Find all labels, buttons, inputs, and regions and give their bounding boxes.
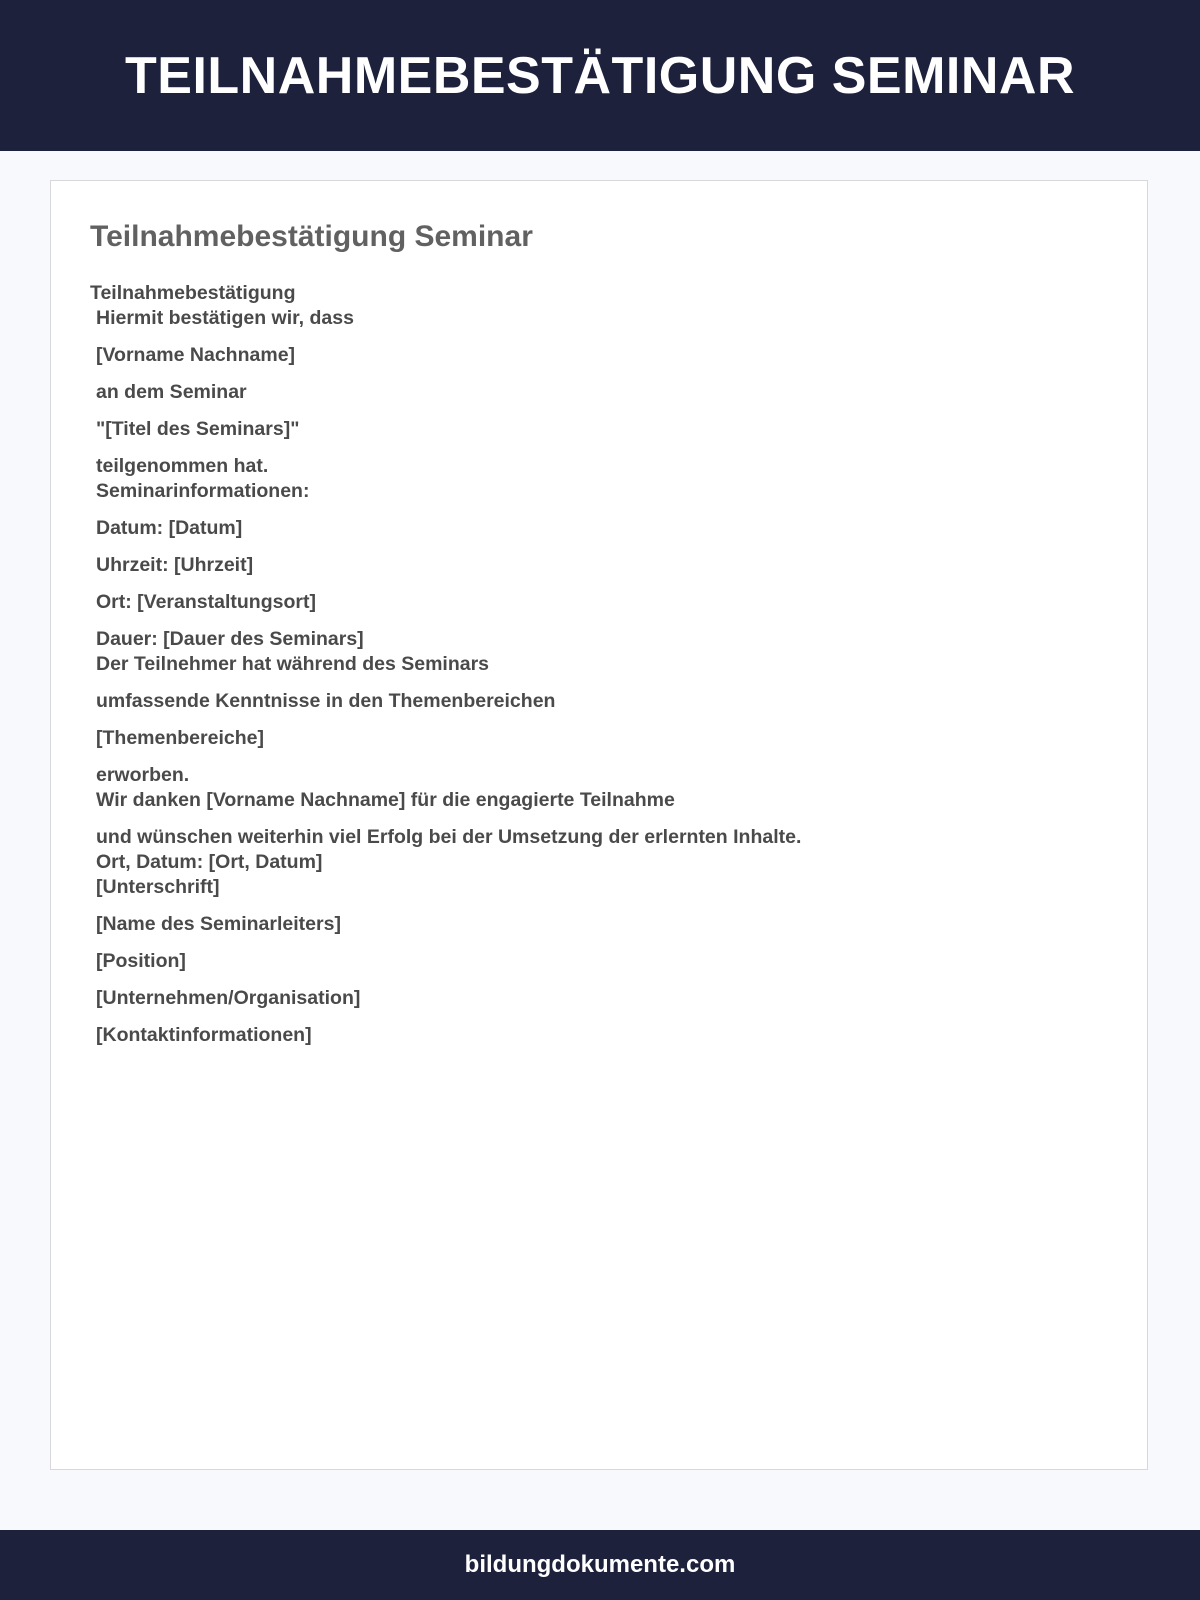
document-line: Hiermit bestätigen wir, dass: [96, 307, 354, 329]
document-line: [Vorname Nachname]: [96, 344, 296, 366]
document-line: erworben.: [96, 764, 190, 786]
document-line: Seminarinformationen:: [96, 480, 310, 502]
top-banner: [0, 0, 1200, 151]
document-line: Dauer: [Dauer des Seminars]: [96, 628, 364, 650]
document-body: [90, 281, 1090, 1048]
footer-banner: [0, 1530, 1200, 1600]
document-line: "[Titel des Seminars]": [96, 418, 300, 440]
document-line: Wir danken [Vorname Nachname] für die engagierte Teilnahme: [96, 789, 675, 811]
document-line: umfassende Kenntnisse in den Themenbereichen: [96, 690, 556, 712]
document-line: an dem Seminar: [96, 381, 247, 403]
document-line: Ort, Datum: [Ort, Datum]: [96, 851, 323, 873]
document-line: [Position]: [96, 950, 186, 972]
document-heading: Teilnahmebestätigung Seminar: [90, 220, 533, 253]
document-line: und wünschen weiterhin viel Erfolg bei der Umsetzung der erlernten Inhalte.: [96, 826, 802, 848]
document-line: [Unterschrift]: [96, 876, 220, 898]
banner-title: TEILNAHMEBESTÄTIGUNG SEMINAR: [125, 46, 1075, 105]
document-line: Datum: [Datum]: [96, 517, 243, 539]
footer-site-name: bildungdokumente.com: [464, 1551, 736, 1578]
document-line: teilgenommen hat.: [96, 455, 269, 477]
document-line: [Name des Seminarleiters]: [96, 913, 341, 935]
document-line: [Kontaktinformationen]: [96, 1024, 312, 1046]
document-line: Ort: [Veranstaltungsort]: [96, 591, 316, 613]
document-card: [50, 180, 1148, 1470]
document-line: Der Teilnehmer hat während des Seminars: [96, 653, 490, 675]
document-line: [Themenbereiche]: [96, 727, 264, 749]
document-line: [Unternehmen/Organisation]: [96, 987, 361, 1009]
document-line: Uhrzeit: [Uhrzeit]: [96, 554, 254, 576]
document-line: Teilnahmebestätigung: [90, 282, 296, 304]
